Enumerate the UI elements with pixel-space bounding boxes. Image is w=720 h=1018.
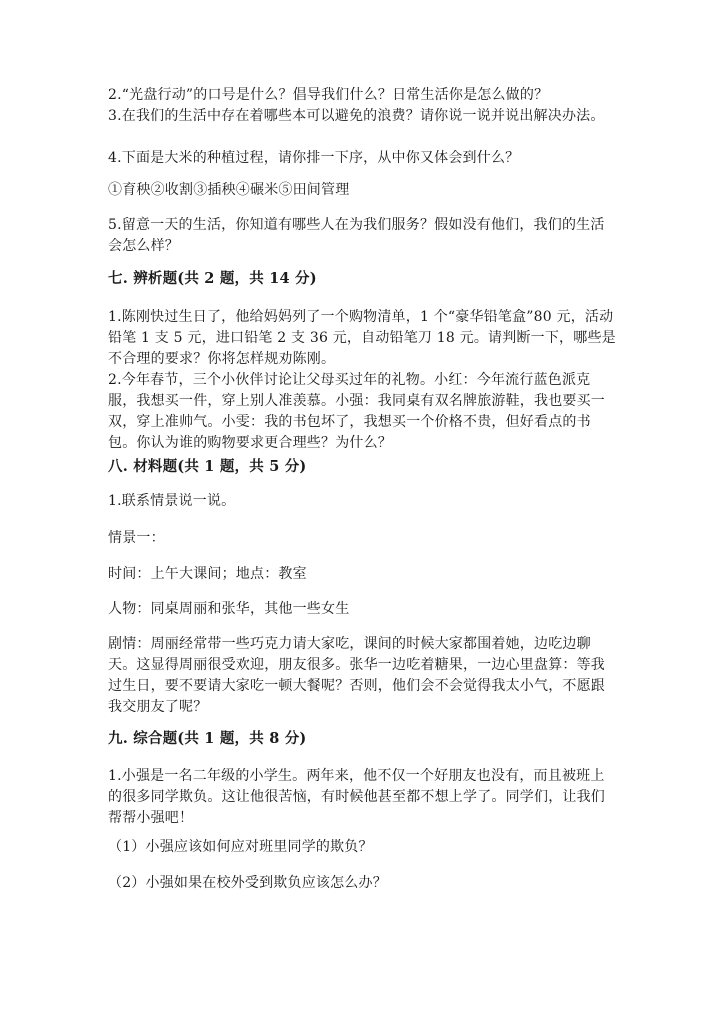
section-heading-seven: 七. 辨析题(共 2 题，共 14 分) (108, 270, 317, 287)
question-nine-1-sub2: （2）小强如果在校外受到欺负应该怎么办？ (108, 875, 387, 891)
scene-time-place: 时间：上午大课间；地点：教室 (108, 566, 307, 582)
scene-title: 情景一： (108, 530, 165, 546)
question-prev-4-options: ①育秧②收割③插秧④碾米⑤田间管理 (108, 182, 350, 198)
question-prev-2: 2.“光盘行动”的口号是什么？倡导我们什么？日常生活你是怎么做的？ (108, 87, 549, 103)
question-prev-4: 4.下面是大米的种植过程，请你排一下序，从中你又体会到什么？ (108, 150, 520, 166)
question-prev-5: 5.留意一天的生活，你知道有哪些人在为我们服务？假如没有他们，我们的生活会怎么样？ (108, 217, 605, 254)
scene-plot: 剧情：周丽经常带一些巧克力请大家吃，课间的时候大家都围着她，边吃边聊天。这显得周丽很受欢迎，朋友很多。张华一边吃着糖果，一边心里盘算：等我过生日，要不要请大家吃一顿大餐呢？否则，他们会不会觉得我太小气，不愿跟我交朋友了呢？ (108, 636, 605, 715)
section-heading-nine: 九. 综合题(共 1 题，共 8 分) (108, 730, 307, 747)
scene-people: 人物：同桌周丽和张华，其他一些女生 (108, 601, 350, 617)
question-prev-3: 3.在我们的生活中存在着哪些本可以避免的浪费？请你说一说并说出解决办法。 (108, 108, 605, 124)
question-nine-1: 1.小强是一名二年级的小学生。两年来，他不仅一个好朋友也没有，而且被班上的很多同学欺负。这让他很苦恼，有时候他甚至都不想上学了。同学们，让我们帮帮小强吧！ (108, 768, 605, 826)
question-eight-1: 1.联系情景说一说。 (108, 493, 236, 509)
question-nine-1-sub1: （1）小强应该如何应对班里同学的欺负？ (108, 839, 373, 855)
question-seven-1: 1.陈刚快过生日了，他给妈妈列了一个购物清单，1 个“豪华铅笔盒”80 元，活动铅笔 1 支 5 元，进口铅笔 2 支 36 元，自动铅笔刀 18 元。请判断一下，哪些是不合理的要求？你将怎样规劝陈刚。 (108, 309, 616, 367)
question-seven-2: 2.今年春节，三个小伙伴讨论让父母买过年的礼物。小红：今年流行蓝色派克服，我想买一件，穿上别人准羡慕。小强：我同桌有双名牌旅游鞋，我也要买一双，穿上准帅气。小雯：我的书包坏了，我想买一个价格不贵，但好看点的书包。你认为谁的购物要求更合理些？为什么？ (108, 372, 605, 451)
section-heading-eight: 八. 材料题(共 1 题，共 5 分) (108, 458, 307, 475)
